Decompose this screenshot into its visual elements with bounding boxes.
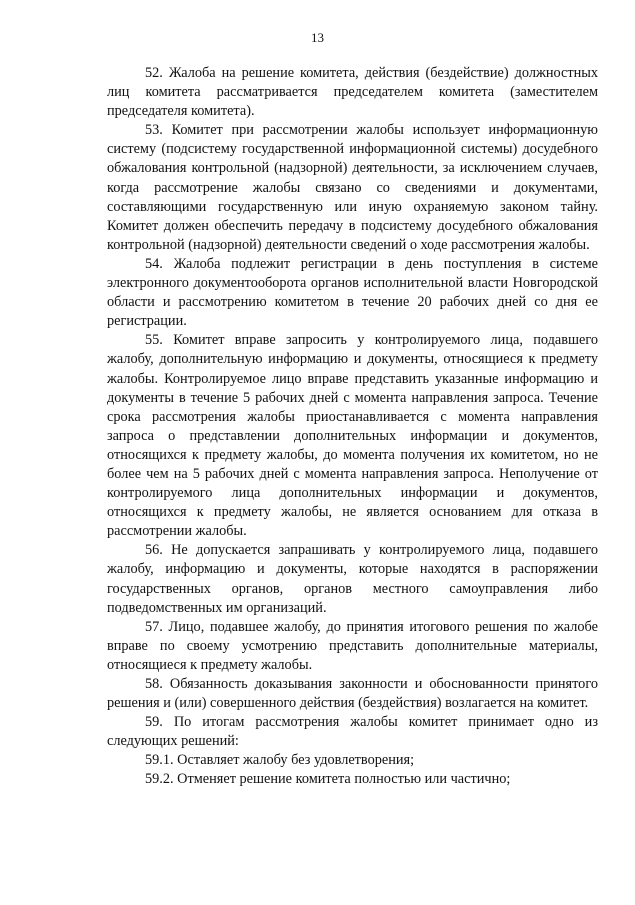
paragraph-53: 53. Комитет при рассмотрении жалобы использует информационную систему (подсистему государственной информационной системы) досудебного обжалования контрольной (надзорной) деятельности, за исключением случаев, когда рассмотрение жалобы связано со сведениями и документами, составляющими государственную или иную охраняемую законом тайну. Комитет должен обеспечить передачу в подсистему досудебного обжалования контрольной (надзорной) деятельности сведений о ходе рассмотрения жалобы.	[107, 122, 598, 253]
paragraph-59: 59. По итогам рассмотрения жалобы комитет принимает одно из следующих решений:	[107, 714, 598, 750]
subparagraph-59-2: 59.2. Отменяет решение комитета полностью или частично;	[145, 771, 511, 788]
document-body	[107, 64, 598, 790]
subparagraph-59-1: 59.1. Оставляет жалобу без удовлетворения;	[145, 752, 415, 769]
paragraph-55: 55. Комитет вправе запросить у контролируемого лица, подавшего жалобу, дополнительную информацию и документы, относящиеся к предмету жалобы. Контролируемое лицо вправе представить указанные информацию и документы в течение 5 рабочих дней с момента направления запроса. Течение срока рассмотрения жалобы приостанавливается с момента направления запроса о представлении дополнительных информации и документов, относящихся к предмету жалобы, до момента получения их комитетом, но не более чем на 5 рабочих дней с момента направления запроса. Неполучение от контролируемого лица дополнительных информации и документов, относящихся к предмету жалобы, не является основанием для отказа в рассмотрении жалобы.	[107, 332, 598, 540]
paragraph-52: 52. Жалоба на решение комитета, действия (бездействие) должностных лиц комитета рассматривается председателем комитета (заместителем председателя комитета).	[107, 65, 598, 120]
paragraph-56: 56. Не допускается запрашивать у контролируемого лица, подавшего жалобу, информацию и документы, которые находятся в распоряжении государственных органов, органов местного самоуправления либо подведомственных им организаций.	[107, 542, 598, 616]
paragraph-58: 58. Обязанность доказывания законности и обоснованности принятого решения и (или) совершенного действия (бездействия) возлагается на комитет.	[107, 676, 598, 712]
paragraph-57: 57. Лицо, подавшее жалобу, до принятия итогового решения по жалобе вправе по своему усмотрению представить дополнительные материалы, относящиеся к предмету жалобы.	[107, 618, 598, 673]
paragraph-54: 54. Жалоба подлежит регистрации в день поступления в системе электронного документооборота органов исполнительной власти Новгородской области и рассмотрению комитетом в течение 20 рабочих дней со дня ее регистрации.	[107, 255, 598, 330]
page-number: 13	[311, 30, 324, 45]
